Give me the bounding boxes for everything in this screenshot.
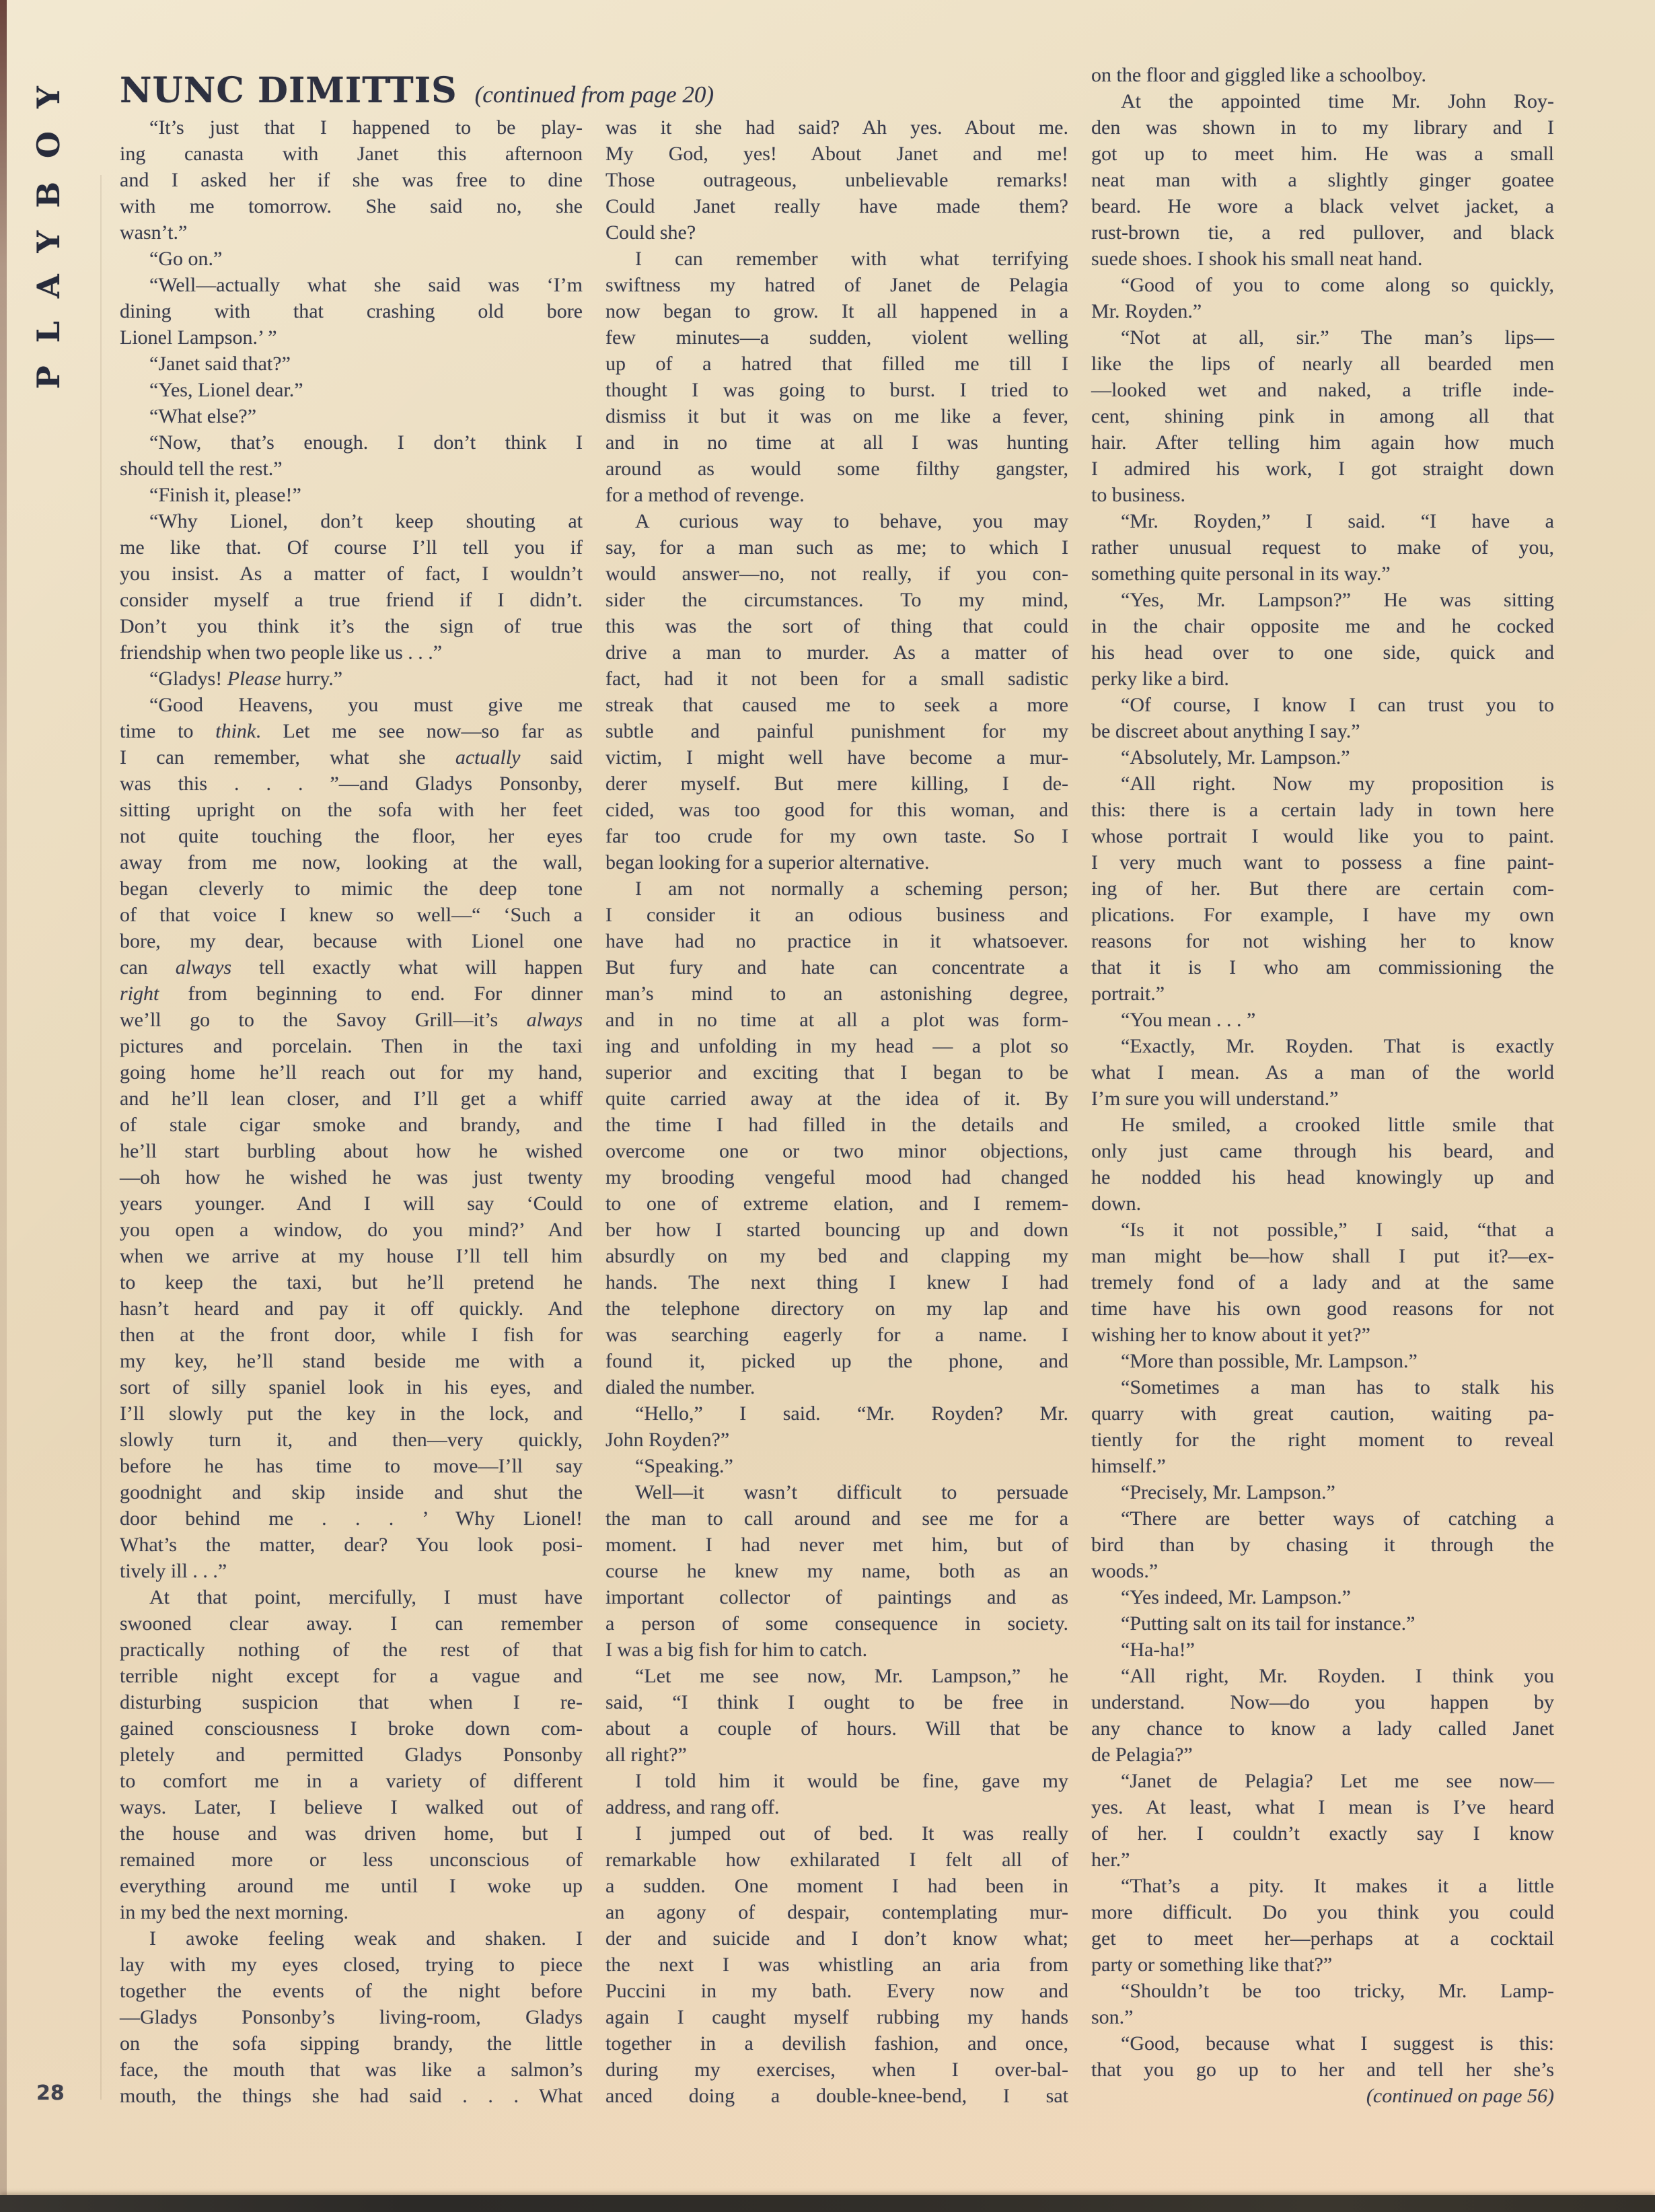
text-line: “Go on.” — [149, 248, 223, 270]
text-line: streak that caused me to seek a more — [605, 694, 1068, 716]
text-line: I awoke feeling weak and shaken. I — [149, 1927, 583, 1950]
text-line: “Good Heavens, you must give me — [149, 694, 583, 716]
text-line: my brooding vengeful mood had changed — [605, 1166, 1068, 1188]
text-line: a person of some consequence in society. — [605, 1612, 1068, 1635]
text-line: hands. The next thing I knew I had — [605, 1271, 1068, 1293]
text-line: sider the circumstances. To my mind, — [605, 589, 1068, 611]
text-line: “More than possible, Mr. Lampson.” — [1121, 1350, 1418, 1372]
text-line: address, and rang off. — [605, 1796, 780, 1818]
text-line: “All right, Mr. Royden. I think you — [1121, 1665, 1554, 1687]
text-line: an agony of despair, contemplating mur- — [605, 1901, 1068, 1923]
text-line: swooned clear away. I can remember — [120, 1612, 583, 1635]
text-line: and in no time at all I was hunting — [605, 431, 1068, 454]
text-line: “Hello,” I said. “Mr. Royden? Mr. — [635, 1402, 1068, 1425]
text-line: around as would some filthy gangster, — [605, 458, 1068, 480]
text-line: his head over to one side, quick and — [1091, 641, 1554, 664]
page-spine-shadow — [0, 0, 7, 2212]
text-line: of that voice I knew so well—“ ‘Such a — [120, 904, 583, 926]
text-line: perky like a bird. — [1091, 668, 1229, 690]
text-line: “Gladys! Please hurry.” — [149, 668, 343, 690]
text-line: ways. Later, I believe I walked out of — [120, 1796, 583, 1818]
text-line: that it is I who am commissioning the — [1091, 956, 1554, 978]
text-line: beard. He wore a black velvet jacket, a — [1091, 195, 1554, 217]
text-line: friendship when two people like us . . .” — [120, 641, 443, 664]
text-line: —oh how he wished he was just twenty — [120, 1166, 583, 1188]
text-line: I told him it would be fine, gave my — [635, 1770, 1068, 1792]
text-line: all right?” — [605, 1744, 687, 1766]
text-line: years younger. And I will say ‘Could — [120, 1192, 583, 1215]
text-line: only just came through his beard, and — [1091, 1140, 1554, 1162]
text-line: yes. At least, what I mean is I’ve heard — [1091, 1796, 1554, 1818]
text-line: goodnight and skip inside and shut the — [120, 1481, 583, 1503]
text-line: “Mr. Royden,” I said. “I have a — [1121, 510, 1554, 532]
text-line: “Yes, Mr. Lampson?” He was sitting — [1121, 589, 1554, 611]
text-line: should tell the rest.” — [120, 458, 283, 480]
text-line: lay with my eyes closed, trying to piece — [120, 1954, 583, 1976]
text-line: was this . . . ”—and Gladys Ponsonby, — [120, 773, 583, 795]
text-line: away from me now, looking at the wall, — [120, 851, 583, 873]
text-line: began looking for a superior alternative. — [605, 851, 930, 873]
scan-edge-bottom — [0, 2195, 1655, 2212]
text-line: up of a hatred that filled me till I — [605, 353, 1068, 375]
text-line: “Let me see now, Mr. Lampson,” he — [635, 1665, 1068, 1687]
text-line: Lionel Lampson.’ ” — [120, 326, 277, 349]
text-line: ing and unfolding in my head — a plot so — [605, 1035, 1068, 1057]
text-line: “Ha-ha!” — [1121, 1639, 1195, 1661]
text-line: dialed the number. — [605, 1376, 756, 1398]
text-line: in my bed the next morning. — [120, 1901, 348, 1923]
text-line: the house and was driven home, but I — [120, 1822, 583, 1845]
text-line: cided, was too good for this woman, and — [605, 799, 1068, 821]
text-line: about a couple of hours. Will that be — [605, 1717, 1068, 1740]
text-line: drive a man to murder. As a matter of — [605, 641, 1068, 664]
text-line: my key, he’ll stand beside me with a — [120, 1350, 583, 1372]
text-column-2 — [605, 114, 1068, 2109]
text-line: tremely fond of a lady and at the same — [1091, 1271, 1554, 1293]
text-line: moment. I had never met him, but of — [605, 1534, 1068, 1556]
text-line: and in no time at all a plot was form- — [605, 1009, 1068, 1031]
text-line: bird than by chasing it through the — [1091, 1534, 1554, 1556]
text-line: thought I was going to burst. I tried to — [605, 379, 1068, 401]
text-line: say, for a man such as me; to which I — [605, 536, 1068, 559]
text-line: I consider it an odious business and — [605, 904, 1068, 926]
text-line: ing of her. But there are certain com- — [1091, 878, 1554, 900]
text-line: “Speaking.” — [635, 1455, 733, 1477]
text-line: found it, picked up the phone, and — [605, 1350, 1068, 1372]
text-line: Don’t you think it’s the sign of true — [120, 615, 583, 637]
text-line: what I mean. As a man of the world — [1091, 1061, 1554, 1083]
text-line: have had no practice in it whatsoever. — [605, 930, 1068, 952]
text-line: “You mean . . . ” — [1121, 1009, 1256, 1031]
article-header — [120, 70, 714, 111]
text-line: gained consciousness I broke down com- — [120, 1717, 583, 1740]
text-line: the telephone directory on my lap and — [605, 1297, 1068, 1320]
text-line: himself.” — [1091, 1455, 1166, 1477]
text-line: was searching eagerly for a name. I — [605, 1324, 1068, 1346]
text-line: “Janet de Pelagia? Let me see now— — [1121, 1770, 1554, 1792]
text-line: ber how I started bouncing up and down — [605, 1219, 1068, 1241]
text-line: her.” — [1091, 1849, 1130, 1871]
text-line: ing canasta with Janet this afternoon — [120, 143, 583, 165]
text-line: subtle and painful punishment for my — [605, 720, 1068, 742]
text-line: would answer—no, not really, if you con- — [605, 563, 1068, 585]
text-line: pletely and permitted Gladys Ponsonby — [120, 1744, 583, 1766]
text-line: “All right. Now my proposition is — [1121, 773, 1554, 795]
text-line: something quite personal in its way.” — [1091, 563, 1391, 585]
text-line: down. — [1091, 1192, 1142, 1215]
text-line: the next I was whistling an aria from — [605, 1954, 1068, 1976]
text-line: not quite touching the floor, her eyes — [120, 825, 583, 847]
text-line: son.” — [1091, 2006, 1134, 2028]
text-line: reasons for not wishing her to know — [1091, 930, 1554, 952]
text-line: “There are better ways of catching a — [1121, 1507, 1554, 1530]
text-line: “That’s a pity. It makes it a little — [1121, 1875, 1554, 1897]
text-line: plications. For example, I have my own — [1091, 904, 1554, 926]
text-line: you insist. As a matter of fact, I wouldn’t — [120, 563, 583, 585]
text-line: quite carried away at the idea of it. By — [605, 1087, 1068, 1110]
text-line: victim, I might well have become a mur- — [605, 746, 1068, 769]
text-line: tively ill . . .” — [120, 1560, 227, 1582]
text-line: But fury and hate can concentrate a — [605, 956, 1068, 978]
continued-from-note: (continued from page 20) — [474, 81, 714, 108]
text-line: you open a window, do you mind?’ And — [120, 1219, 583, 1241]
text-line: time to think. Let me see now—so far as — [120, 720, 583, 742]
text-line: party or something like that?” — [1091, 1954, 1333, 1976]
text-line: He smiled, a crooked little smile that — [1121, 1114, 1554, 1136]
text-line: Could she? — [605, 221, 696, 244]
text-line: hasn’t heard and pay it off quickly. And — [120, 1297, 583, 1320]
text-line: mouth, the things she had said . . . What — [120, 2085, 583, 2107]
text-line: was it she had said? Ah yes. About me. — [605, 116, 1068, 139]
text-line: with me tomorrow. She said no, she — [120, 195, 583, 217]
text-line: “It’s just that I happened to be play- — [149, 116, 583, 139]
text-line: At the appointed time Mr. John Roy- — [1121, 90, 1554, 112]
text-line: “Now, that’s enough. I don’t think I — [149, 431, 583, 454]
text-line: I’m sure you will understand.” — [1091, 1087, 1339, 1110]
text-line: quarry with great caution, waiting pa- — [1091, 1402, 1554, 1425]
text-line: wishing her to know about it yet?” — [1091, 1324, 1370, 1346]
text-line: I can remember with what terrifying — [635, 248, 1068, 270]
text-line: pictures and porcelain. Then in the taxi — [120, 1035, 583, 1057]
magazine-name-vertical: PLAYBOY — [30, 63, 67, 389]
text-line: “Putting salt on its tail for instance.” — [1121, 1612, 1415, 1635]
text-line: Well—it wasn’t difficult to persuade — [635, 1481, 1068, 1503]
text-line: rather unusual request to make of you, — [1091, 536, 1554, 559]
text-line: can always tell exactly what will happen — [120, 956, 583, 978]
text-line: that you go up to her and tell her she’s — [1091, 2059, 1554, 2081]
continued-on-note: (continued on page 56) — [1366, 2085, 1554, 2107]
text-line: of stale cigar smoke and brandy, and — [120, 1114, 583, 1136]
text-column-3 — [1091, 62, 1554, 2109]
text-line: he nodded his head knowingly up and — [1091, 1166, 1554, 1188]
text-line: Puccini in my bath. Every now and — [605, 1980, 1068, 2002]
text-line: superior and exciting that I began to be — [605, 1061, 1068, 1083]
text-line: “Well—actually what she said was ‘I’m — [149, 274, 583, 296]
text-line: sort of silly spaniel look in his eyes, and — [120, 1376, 583, 1398]
text-line: together the events of the night before — [120, 1980, 583, 2002]
text-line: dining with that crashing old bore — [120, 300, 583, 322]
text-line: on the floor and giggled like a schoolboy. — [1091, 64, 1426, 86]
text-line: few minutes—a sudden, violent welling — [605, 326, 1068, 349]
text-line: remarkable how exhilarated I felt all of — [605, 1849, 1068, 1871]
text-line: understand. Now—do you happen by — [1091, 1691, 1554, 1713]
text-line: Could Janet really have made them? — [605, 195, 1068, 217]
text-line: slowly turn it, and then—very quickly, — [120, 1429, 583, 1451]
text-line: I jumped out of bed. It was really — [635, 1822, 1068, 1845]
text-line: now began to grow. It all happened in a — [605, 300, 1068, 322]
text-line: of her. I couldn’t exactly say I know — [1091, 1822, 1554, 1845]
text-line: suede shoes. I shook his small neat hand. — [1091, 248, 1423, 270]
text-line: man’s mind to an astonishing degree, — [605, 983, 1068, 1005]
text-line: and I asked her if she was free to dine — [120, 169, 583, 191]
text-line: said, “I think I ought to be free in — [605, 1691, 1068, 1713]
text-line: cent, shining pink in among all that — [1091, 405, 1554, 427]
text-line: get to meet her—perhaps at a cocktail — [1091, 1927, 1554, 1950]
text-line: What’s the matter, dear? You look posi- — [120, 1534, 583, 1556]
text-line: for a method of revenge. — [605, 484, 805, 506]
text-line: “Of course, I know I can trust you to — [1121, 694, 1554, 716]
text-line: “Absolutely, Mr. Lampson.” — [1121, 746, 1350, 769]
text-line: A curious way to behave, you may — [635, 510, 1068, 532]
text-line: right from beginning to end. For dinner — [120, 983, 583, 1005]
text-line: began cleverly to mimic the deep tone — [120, 878, 583, 900]
text-line: like the lips of nearly all bearded men — [1091, 353, 1554, 375]
text-line: man might be—how shall I put it?—ex- — [1091, 1245, 1554, 1267]
text-line: John Royden?” — [605, 1429, 730, 1451]
text-line: far too crude for my own taste. So I — [605, 825, 1068, 847]
text-line: then at the front door, while I fish for — [120, 1324, 583, 1346]
text-line: together in a devilish fashion, and once, — [605, 2032, 1068, 2055]
text-line: “Sometimes a man has to stalk his — [1121, 1376, 1554, 1398]
page-number: 28 — [36, 2081, 65, 2105]
text-line: me like that. Of course I’ll tell you if — [120, 536, 583, 559]
text-line: important collector of paintings and as — [605, 1586, 1068, 1608]
text-line: —looked wet and naked, a trifle inde- — [1091, 379, 1554, 401]
text-line: the man to call around and see me for a — [605, 1507, 1068, 1530]
text-line: before he has time to move—I’ll say — [120, 1455, 583, 1477]
text-line: tiently for the right moment to reveal — [1091, 1429, 1554, 1451]
text-line: more difficult. Do you think you could — [1091, 1901, 1554, 1923]
text-line: “What else?” — [149, 405, 257, 427]
text-line: “Yes, Lionel dear.” — [149, 379, 303, 401]
text-line: de Pelagia?” — [1091, 1744, 1193, 1766]
text-line: consider myself a true friend if I didn’t. — [120, 589, 583, 611]
text-line: absurdly on my bed and clapping my — [605, 1245, 1068, 1267]
text-line: remained more or less unconscious of — [120, 1849, 583, 1871]
text-line: to keep the taxi, but he’ll pretend he — [120, 1271, 583, 1293]
text-line: I admired his work, I got straight down — [1091, 458, 1554, 480]
text-line: swiftness my hatred of Janet de Pelagia — [605, 274, 1068, 296]
text-line: this was the sort of thing that could — [605, 615, 1068, 637]
text-line: I’ll slowly put the key in the lock, and — [120, 1402, 583, 1425]
text-line: “Why Lionel, don’t keep shouting at — [149, 510, 583, 532]
text-line: At that point, mercifully, I must have — [149, 1586, 583, 1608]
text-line: “Janet said that?” — [149, 353, 291, 375]
text-line: dismiss it but it was on me like a fever, — [605, 405, 1068, 427]
text-line: to one of extreme elation, and I remem- — [605, 1192, 1068, 1215]
text-line: door behind me . . . ’ Why Lionel! — [120, 1507, 583, 1530]
text-line: I was a big fish for him to catch. — [605, 1639, 868, 1661]
text-line: I can remember, what she actually said — [120, 746, 583, 769]
text-line: Mr. Royden.” — [1091, 300, 1202, 322]
text-line: again I caught myself rubbing my hands — [605, 2006, 1068, 2028]
text-line: I very much want to possess a fine paint- — [1091, 851, 1554, 873]
text-line: the time I had filled in the details and — [605, 1114, 1068, 1136]
text-line: to comfort me in a variety of different — [120, 1770, 583, 1792]
text-line: Those outrageous, unbelievable remarks! — [605, 169, 1068, 191]
text-line: face, the mouth that was like a salmon’s — [120, 2059, 583, 2081]
text-line: disturbing suspicion that when I re- — [120, 1691, 583, 1713]
text-line: “Is it not possible,” I said, “that a — [1121, 1219, 1554, 1241]
text-line: “Not at all, sir.” The man’s lips— — [1121, 326, 1554, 349]
text-line: hair. After telling him again how much — [1091, 431, 1554, 454]
text-line: I am not normally a scheming person; — [635, 878, 1068, 900]
text-line: fact, had it not been for a small sadistic — [605, 668, 1068, 690]
text-line: he’ll start burbling about how he wished — [120, 1140, 583, 1162]
text-line: “Exactly, Mr. Royden. That is exactly — [1121, 1035, 1554, 1057]
text-line: den was shown in to my library and I — [1091, 116, 1554, 139]
paper-crease — [100, 175, 102, 2100]
text-line: bore, my dear, because with Lionel one — [120, 930, 583, 952]
text-line: “Good, because what I suggest is this: — [1121, 2032, 1554, 2055]
text-line: when we arrive at my house I’ll tell him — [120, 1245, 583, 1267]
text-line: rust-brown tie, a red pullover, and black — [1091, 221, 1554, 244]
text-line: “Shouldn’t be too tricky, Mr. Lamp- — [1121, 1980, 1554, 2002]
text-line: in the chair opposite me and he cocked — [1091, 615, 1554, 637]
text-line: woods.” — [1091, 1560, 1158, 1582]
text-line: “Finish it, please!” — [149, 484, 301, 506]
text-line: got up to meet him. He was a small — [1091, 143, 1554, 165]
text-line: to business. — [1091, 484, 1186, 506]
text-line: course he knew my name, both as an — [605, 1560, 1068, 1582]
text-line: any chance to know a lady called Janet — [1091, 1717, 1554, 1740]
text-line: —Gladys Ponsonby’s living-room, Gladys — [120, 2006, 583, 2028]
text-line: “Precisely, Mr. Lampson.” — [1121, 1481, 1335, 1503]
text-line: portrait.” — [1091, 983, 1165, 1005]
text-line: terrible night except for a vague and — [120, 1665, 583, 1687]
text-line: whose portrait I would like you to paint. — [1091, 825, 1554, 847]
text-line: wasn’t.” — [120, 221, 188, 244]
text-line: overcome one or two minor objections, — [605, 1140, 1068, 1162]
text-line: going home he’ll reach out for my hand, — [120, 1061, 583, 1083]
text-line: time have his own good reasons for not — [1091, 1297, 1554, 1320]
text-line: neat man with a slightly ginger goatee — [1091, 169, 1554, 191]
text-column-1 — [120, 114, 583, 2109]
text-line: My God, yes! About Janet and me! — [605, 143, 1068, 165]
text-line: we’ll go to the Savoy Grill—it’s always — [120, 1009, 583, 1031]
text-line: a sudden. One moment I had been in — [605, 1875, 1068, 1897]
text-line: sitting upright on the sofa with her feet — [120, 799, 583, 821]
text-line: on the sofa sipping brandy, the little — [120, 2032, 583, 2055]
text-line: everything around me until I woke up — [120, 1875, 583, 1897]
text-line: be discreet about anything I say.” — [1091, 720, 1360, 742]
text-line: derer myself. But mere killing, I de- — [605, 773, 1068, 795]
text-line: during my exercises, when I over-bal- — [605, 2059, 1068, 2081]
text-line: “Yes indeed, Mr. Lampson.” — [1121, 1586, 1351, 1608]
article-title: NUNC DIMITTIS — [120, 70, 457, 111]
text-line: anced doing a double-knee-bend, I sat — [605, 2085, 1068, 2107]
text-line: “Good of you to come along so quickly, — [1121, 274, 1554, 296]
text-line: and he’ll lean closer, and I’ll get a whiff — [120, 1087, 583, 1110]
text-line: der and suicide and I don’t know what; — [605, 1927, 1068, 1950]
text-line: practically nothing of the rest of that — [120, 1639, 583, 1661]
text-line: this: there is a certain lady in town here — [1091, 799, 1554, 821]
